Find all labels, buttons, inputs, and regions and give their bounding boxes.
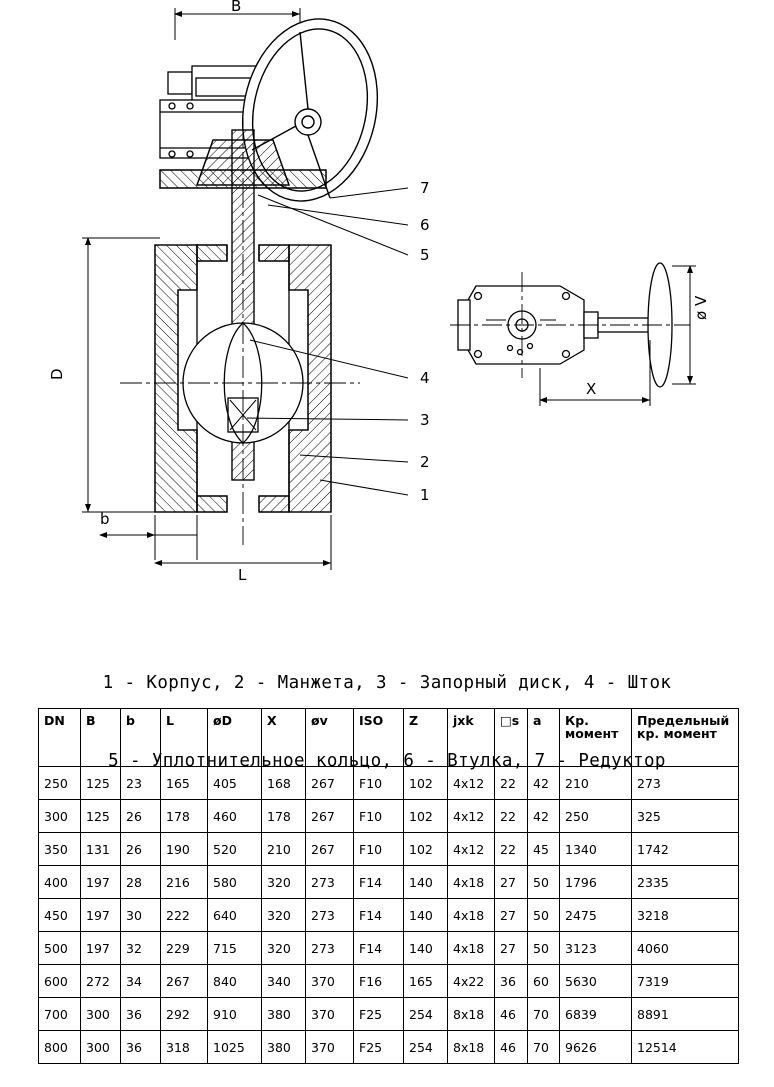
column-header-a: a <box>528 709 560 767</box>
table-cell: 3123 <box>560 932 632 965</box>
column-header-z: Z <box>404 709 448 767</box>
dimension-label-b: b <box>100 510 110 528</box>
table-body <box>39 767 739 1064</box>
table-cell: 5630 <box>560 965 632 998</box>
table-cell: 102 <box>404 767 448 800</box>
table-cell: 102 <box>404 833 448 866</box>
table-cell: 197 <box>81 932 121 965</box>
table-cell: 1025 <box>208 1031 262 1064</box>
callout-2: 2 <box>420 453 430 471</box>
column-header-torque: Кр. момент <box>560 709 632 767</box>
column-header-b-upper: B <box>81 709 121 767</box>
table-cell: 197 <box>81 899 121 932</box>
table-cell: 178 <box>161 800 208 833</box>
table-cell: 250 <box>560 800 632 833</box>
table-cell: F14 <box>354 932 404 965</box>
table-row <box>39 932 739 965</box>
table-cell: 4x18 <box>448 932 495 965</box>
table-row <box>39 1031 739 1064</box>
table-cell: 178 <box>262 800 306 833</box>
table-cell: 450 <box>39 899 81 932</box>
table-cell: F16 <box>354 965 404 998</box>
table-cell: 267 <box>306 800 354 833</box>
table-cell: 36 <box>121 998 161 1031</box>
table-cell: 42 <box>528 767 560 800</box>
table-cell: 400 <box>39 866 81 899</box>
table-cell: 4060 <box>632 932 739 965</box>
table-cell: 3218 <box>632 899 739 932</box>
specification-table-wrapper <box>38 708 738 1064</box>
specification-table <box>38 708 739 1064</box>
table-cell: 22 <box>495 800 528 833</box>
table-cell: 4x18 <box>448 866 495 899</box>
table-cell: 28 <box>121 866 161 899</box>
table-cell: 22 <box>495 833 528 866</box>
column-header-s: □s <box>495 709 528 767</box>
table-cell: 2475 <box>560 899 632 932</box>
table-cell: 267 <box>306 833 354 866</box>
table-cell: 50 <box>528 899 560 932</box>
table-cell: 520 <box>208 833 262 866</box>
dimension-b <box>100 515 197 560</box>
table-cell: 60 <box>528 965 560 998</box>
dimension-label-B: B <box>231 0 242 15</box>
table-row <box>39 866 739 899</box>
table-cell: 600 <box>39 965 81 998</box>
table-cell: 26 <box>121 800 161 833</box>
column-header-ov: øv <box>306 709 354 767</box>
table-cell: 273 <box>306 866 354 899</box>
table-cell: 267 <box>161 965 208 998</box>
table-cell: 800 <box>39 1031 81 1064</box>
table-cell: 222 <box>161 899 208 932</box>
callout-5: 5 <box>420 246 430 264</box>
table-cell: 910 <box>208 998 262 1031</box>
table-cell: F10 <box>354 833 404 866</box>
table-cell: 26 <box>121 833 161 866</box>
table-cell: 300 <box>39 800 81 833</box>
table-cell: 34 <box>121 965 161 998</box>
legend-line-1: 1 - Корпус, 2 - Манжета, 3 - Запорный диск, 4 - Шток <box>102 673 672 693</box>
table-cell: 165 <box>161 767 208 800</box>
table-cell: 370 <box>306 998 354 1031</box>
table-cell: 50 <box>528 932 560 965</box>
table-cell: 70 <box>528 1031 560 1064</box>
dimension-label-D: D <box>48 368 66 380</box>
callout-3: 3 <box>420 411 430 429</box>
table-cell: 4x18 <box>448 899 495 932</box>
table-cell: F25 <box>354 998 404 1031</box>
table-cell: 102 <box>404 800 448 833</box>
table-cell: 140 <box>404 932 448 965</box>
callout-7: 7 <box>420 179 430 197</box>
table-cell: 210 <box>560 767 632 800</box>
table-header-row <box>39 709 739 767</box>
table-cell: 350 <box>39 833 81 866</box>
table-cell: 320 <box>262 932 306 965</box>
callout-1: 1 <box>420 486 430 504</box>
table-row <box>39 800 739 833</box>
table-cell: 370 <box>306 1031 354 1064</box>
table-cell: 320 <box>262 866 306 899</box>
table-cell: F14 <box>354 866 404 899</box>
table-cell: 840 <box>208 965 262 998</box>
table-cell: 700 <box>39 998 81 1031</box>
table-cell: F10 <box>354 800 404 833</box>
dimension-label-X: X <box>586 380 597 398</box>
table-row <box>39 833 739 866</box>
table-cell: 6839 <box>560 998 632 1031</box>
table-cell: 125 <box>81 767 121 800</box>
table-cell: 254 <box>404 1031 448 1064</box>
table-cell: 380 <box>262 1031 306 1064</box>
legend-line-2: 5 - Уплотнительное кольцо, 6 - Втулка, 7 - Редуктор <box>108 751 666 771</box>
table-cell: 27 <box>495 866 528 899</box>
table-row <box>39 998 739 1031</box>
table-cell: 32 <box>121 932 161 965</box>
table-cell: 4x12 <box>448 767 495 800</box>
table-cell: 715 <box>208 932 262 965</box>
table-cell: 125 <box>81 800 121 833</box>
table-cell: 46 <box>495 1031 528 1064</box>
table-cell: 165 <box>404 965 448 998</box>
table-cell: 300 <box>81 998 121 1031</box>
table-cell: 2335 <box>632 866 739 899</box>
table-cell: 46 <box>495 998 528 1031</box>
callout-4: 4 <box>420 369 430 387</box>
table-cell: 210 <box>262 833 306 866</box>
table-cell: 340 <box>262 965 306 998</box>
table-cell: 500 <box>39 932 81 965</box>
table-cell: 9626 <box>560 1031 632 1064</box>
column-header-od: øD <box>208 709 262 767</box>
table-cell: 380 <box>262 998 306 1031</box>
table-row <box>39 767 739 800</box>
column-header-l: L <box>161 709 208 767</box>
table-cell: 190 <box>161 833 208 866</box>
table-cell: 250 <box>39 767 81 800</box>
table-cell: F25 <box>354 1031 404 1064</box>
table-cell: 370 <box>306 965 354 998</box>
table-row <box>39 965 739 998</box>
table-cell: 140 <box>404 899 448 932</box>
table-cell: 12514 <box>632 1031 739 1064</box>
table-cell: F10 <box>354 767 404 800</box>
table-cell: 27 <box>495 932 528 965</box>
table-cell: 300 <box>81 1031 121 1064</box>
table-cell: 320 <box>262 899 306 932</box>
table-cell: 36 <box>121 1031 161 1064</box>
table-cell: 1340 <box>560 833 632 866</box>
table-cell: 272 <box>81 965 121 998</box>
dimension-label-L: L <box>238 566 247 584</box>
column-header-b-lower: b <box>121 709 161 767</box>
table-cell: 50 <box>528 866 560 899</box>
table-cell: 216 <box>161 866 208 899</box>
table-cell: 70 <box>528 998 560 1031</box>
table-cell: 1742 <box>632 833 739 866</box>
table-cell: 42 <box>528 800 560 833</box>
table-cell: 640 <box>208 899 262 932</box>
table-cell: 405 <box>208 767 262 800</box>
table-cell: 197 <box>81 866 121 899</box>
table-cell: 8x18 <box>448 1031 495 1064</box>
table-cell: 168 <box>262 767 306 800</box>
table-cell: 27 <box>495 899 528 932</box>
table-cell: 7319 <box>632 965 739 998</box>
table-cell: 267 <box>306 767 354 800</box>
dimension-label-oV: ø V <box>692 295 710 320</box>
column-header-x: X <box>262 709 306 767</box>
table-cell: 23 <box>121 767 161 800</box>
table-cell: 8891 <box>632 998 739 1031</box>
table-cell: 318 <box>161 1031 208 1064</box>
column-header-iso: ISO <box>354 709 404 767</box>
table-cell: 273 <box>306 899 354 932</box>
table-cell: 460 <box>208 800 262 833</box>
table-cell: 273 <box>306 932 354 965</box>
table-cell: 140 <box>404 866 448 899</box>
table-cell: 30 <box>121 899 161 932</box>
table-cell: 4x12 <box>448 833 495 866</box>
table-cell: 1796 <box>560 866 632 899</box>
table-row <box>39 899 739 932</box>
table-cell: F14 <box>354 899 404 932</box>
table-cell: 36 <box>495 965 528 998</box>
table-cell: 45 <box>528 833 560 866</box>
table-cell: 8x18 <box>448 998 495 1031</box>
table-cell: 292 <box>161 998 208 1031</box>
callout-6: 6 <box>420 216 430 234</box>
dimension-D <box>82 238 160 512</box>
table-cell: 273 <box>632 767 739 800</box>
table-cell: 254 <box>404 998 448 1031</box>
table-cell: 4x12 <box>448 800 495 833</box>
column-header-jxk: jxk <box>448 709 495 767</box>
column-header-dn: DN <box>39 709 81 767</box>
table-cell: 22 <box>495 767 528 800</box>
table-cell: 325 <box>632 800 739 833</box>
column-header-max-torque: Предельный кр. момент <box>632 709 739 767</box>
table-cell: 131 <box>81 833 121 866</box>
table-cell: 4x22 <box>448 965 495 998</box>
table-cell: 580 <box>208 866 262 899</box>
table-cell: 229 <box>161 932 208 965</box>
